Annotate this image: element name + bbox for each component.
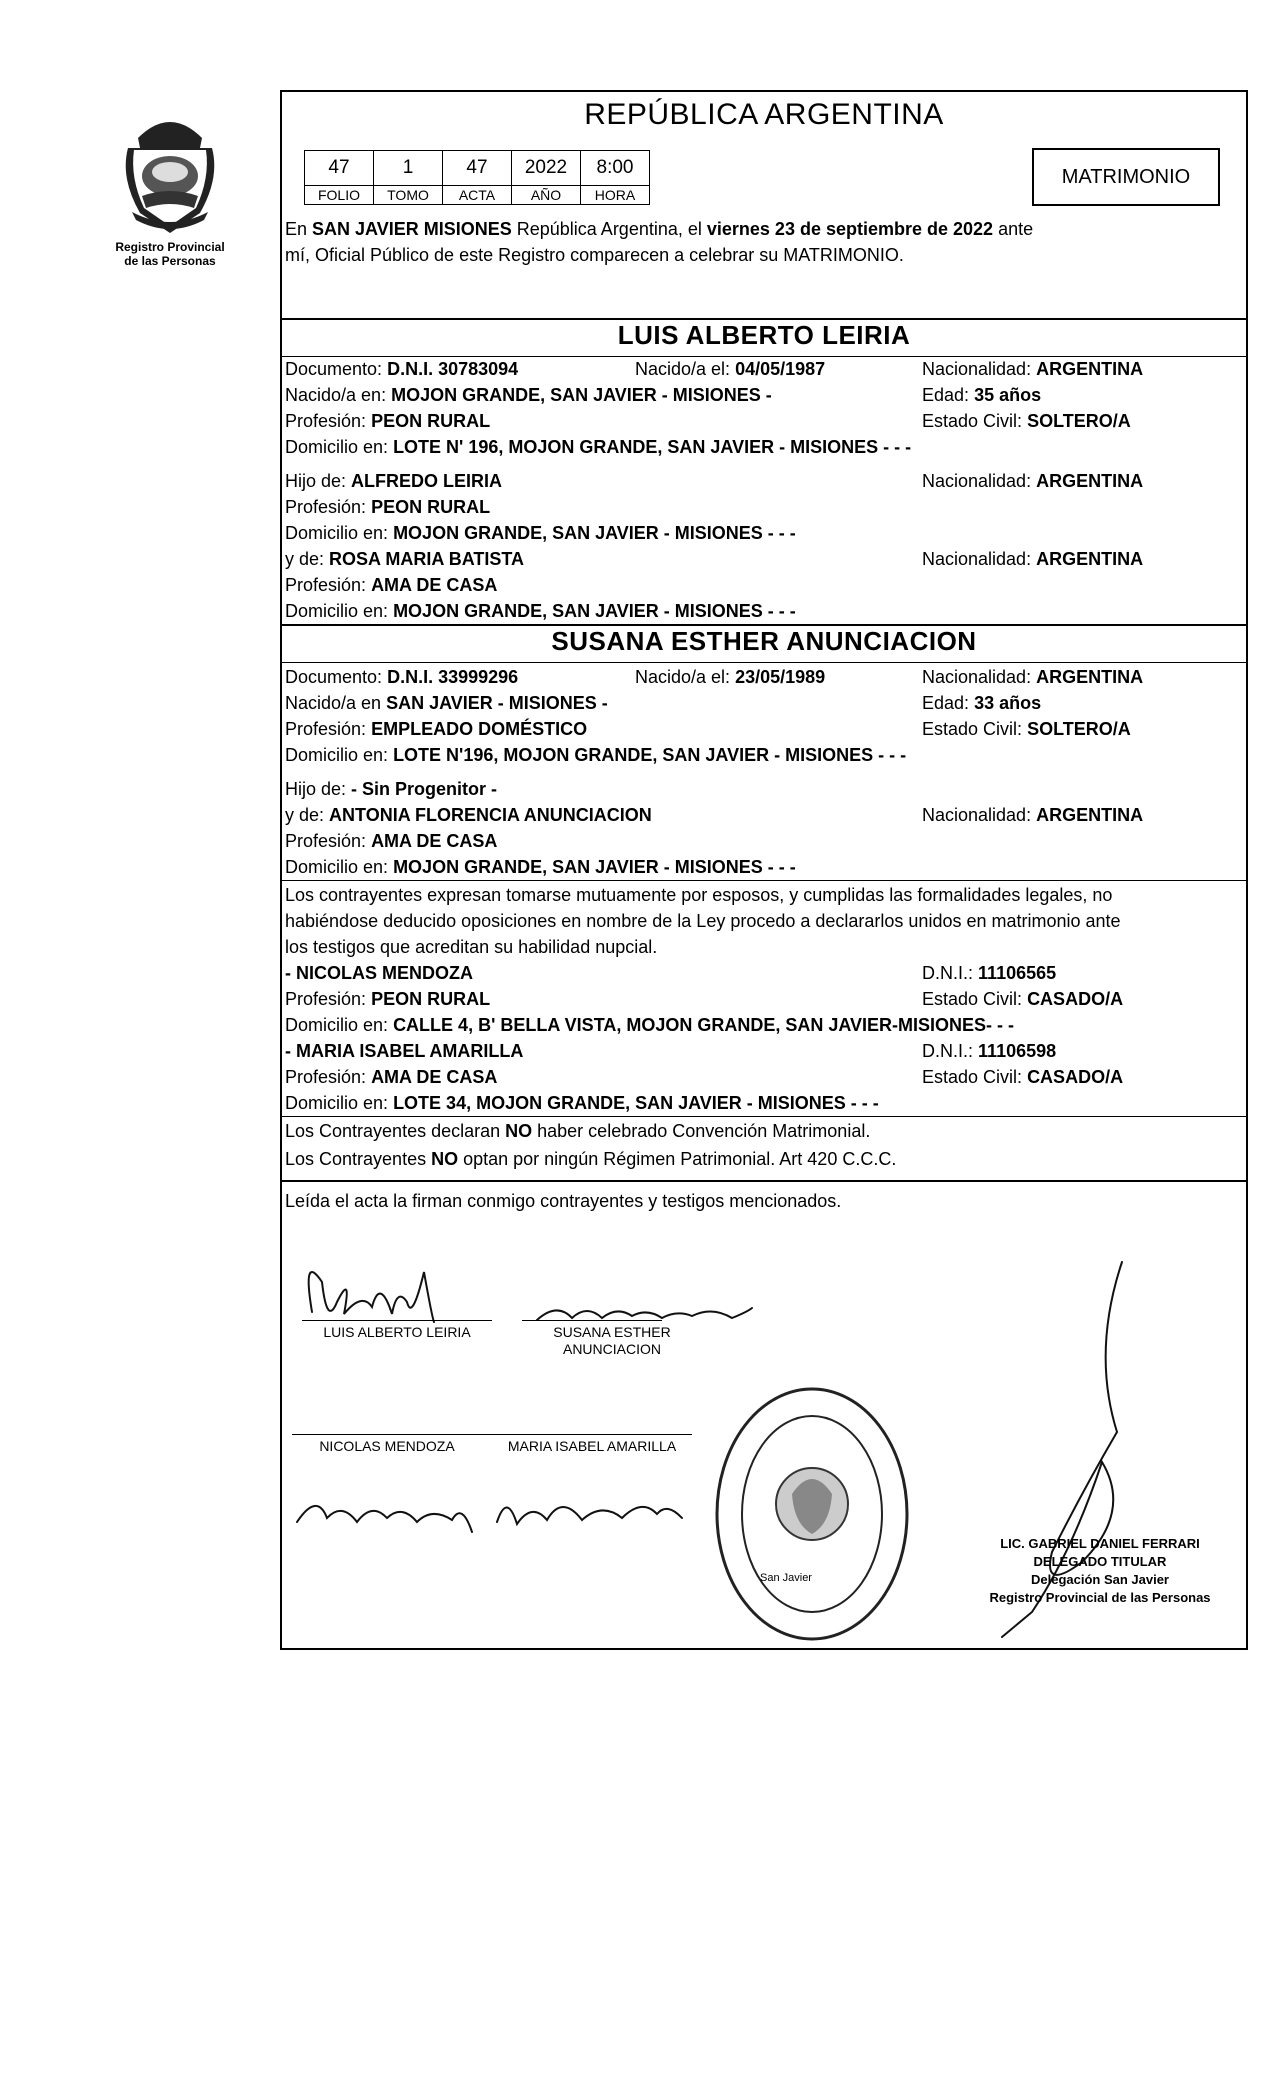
registry-stamp	[712, 1384, 912, 1644]
hora-value: 8:00	[581, 151, 650, 186]
groom-mother: y de: ROSA MARIA BATISTA Nacionalidad: ARGENTINA	[285, 549, 1144, 569]
bride-father: Hijo de: - Sin Progenitor -	[285, 779, 498, 799]
intro-line-1: En SAN JAVIER MISIONES República Argentina, el viernes 23 de septiembre de 2022 ante	[285, 219, 1034, 239]
act-type-box: MATRIMONIO	[1032, 148, 1220, 206]
act-frame	[280, 90, 1248, 1650]
anio-label: AÑO	[512, 186, 581, 205]
bride-row-prof: Profesión: EMPLEADO DOMÉSTICO Estado Civil: SOLTERO/A	[285, 719, 1131, 739]
groom-signature	[309, 1272, 434, 1322]
witness-1-name: - NICOLAS MENDOZA D.N.I.: 11106565	[285, 963, 1057, 983]
groom-mother-prof: Profesión: AMA DE CASA	[285, 575, 498, 595]
folio-value: 47	[305, 151, 374, 186]
official-title: DELEGADO TITULAR	[1033, 1554, 1167, 1569]
bride-row-doc: Documento: D.N.I. 33999296 Nacido/a el: 23/05/1989 Nacionalidad: ARGENTINA	[285, 667, 1144, 687]
groom-father: Hijo de: ALFREDO LEIRIA Nacionalidad: ARGENTINA	[285, 471, 1144, 491]
province-seal-icon	[120, 108, 220, 238]
document-title: REPÚBLICA ARGENTINA	[584, 98, 944, 131]
registry-logo	[100, 108, 240, 268]
groom-row-prof: Profesión: PEON RURAL Estado Civil: SOLTERO/A	[285, 411, 1131, 431]
official-name: LIC. GABRIEL DANIEL FERRARI	[1000, 1536, 1200, 1551]
bride-mother: y de: ANTONIA FLORENCIA ANUNCIACION Nacionalidad: ARGENTINA	[285, 805, 1144, 825]
witness-2-signature	[497, 1507, 682, 1524]
witness-2-prof: Profesión: AMA DE CASA Estado Civil: CASADO/A	[285, 1067, 1124, 1087]
sig-witness-2-label: MARIA ISABEL AMARILLA	[507, 1438, 677, 1454]
stamp-center-text: San Javier	[760, 1572, 812, 1584]
bride-row-birthplace: Nacido/a en SAN JAVIER - MISIONES - Edad: 33 años	[285, 693, 1042, 713]
convention-line-2: Los Contrayentes NO optan por ningún Régimen Patrimonial. Art 420 C.C.C.	[285, 1149, 897, 1169]
logo-line-1: Registro Provincial	[115, 240, 225, 254]
logo-line-2: de las Personas	[124, 254, 216, 268]
declaration-line-3: los testigos que acreditan su habilidad nupcial.	[285, 937, 658, 957]
anio-value: 2022	[512, 151, 581, 186]
hora-label: HORA	[581, 186, 650, 205]
sig-bride-label-2: ANUNCIACION	[562, 1341, 661, 1357]
groom-mother-dom: Domicilio en: MOJON GRANDE, SAN JAVIER - MISIONES - - -	[285, 601, 796, 621]
sig-groom-label: LUIS ALBERTO LEIRIA	[323, 1324, 471, 1340]
groom-father-dom: Domicilio en: MOJON GRANDE, SAN JAVIER - MISIONES - - -	[285, 523, 796, 543]
official-registry: Registro Provincial de las Personas	[989, 1590, 1211, 1605]
bride-signature	[537, 1308, 752, 1320]
closing-text: Leída el acta la firman conmigo contrayentes y testigos mencionados.	[285, 1191, 842, 1211]
tomo-label: TOMO	[374, 186, 443, 205]
declaration-line-1: Los contrayentes expresan tomarse mutuamente por esposos, y cumplidas las formalidades legales, no	[285, 885, 1113, 905]
sig-witness-1-label: NICOLAS MENDOZA	[319, 1438, 455, 1454]
acta-value: 47	[443, 151, 512, 186]
bride-name: SUSANA ESTHER ANUNCIACION	[551, 626, 977, 656]
groom-row-dom: Domicilio en: LOTE N' 196, MOJON GRANDE, SAN JAVIER - MISIONES - - -	[285, 437, 912, 457]
acta-label: ACTA	[443, 186, 512, 205]
groom-row-birthplace: Nacido/a en: MOJON GRANDE, SAN JAVIER - MISIONES - Edad: 35 años	[285, 385, 1042, 405]
groom-name: LUIS ALBERTO LEIRIA	[617, 320, 911, 350]
witness-1-prof: Profesión: PEON RURAL Estado Civil: CASADO/A	[285, 989, 1124, 1009]
groom-father-prof: Profesión: PEON RURAL	[285, 497, 491, 517]
bride-mother-dom: Domicilio en: MOJON GRANDE, SAN JAVIER - MISIONES - - -	[285, 857, 796, 877]
folio-label: FOLIO	[305, 186, 374, 205]
witness-2-dom: Domicilio en: LOTE 34, MOJON GRANDE, SAN JAVIER - MISIONES - - -	[285, 1093, 879, 1113]
witness-2-name: - MARIA ISABEL AMARILLA D.N.I.: 11106598	[285, 1041, 1057, 1061]
sig-bride-label-1: SUSANA ESTHER	[553, 1324, 671, 1340]
tomo-value: 1	[374, 151, 443, 186]
convention-line-1: Los Contrayentes declaran NO haber celebrado Convención Matrimonial.	[285, 1121, 871, 1141]
witness-1-dom: Domicilio en: CALLE 4, B' BELLA VISTA, MOJON GRANDE, SAN JAVIER-MISIONES- - -	[285, 1015, 1015, 1035]
groom-row-doc: Documento: D.N.I. 30783094 Nacido/a el: 04/05/1987 Nacionalidad: ARGENTINA	[285, 359, 1144, 379]
official-office: Delegación San Javier	[1030, 1572, 1169, 1587]
bride-mother-prof: Profesión: AMA DE CASA	[285, 831, 498, 851]
bride-row-dom: Domicilio en: LOTE N'196, MOJON GRANDE, SAN JAVIER - MISIONES - - -	[285, 745, 907, 765]
witness-1-signature	[297, 1506, 472, 1532]
registry-data-table	[304, 150, 650, 205]
declaration-line-2: habiéndose deducido oposiciones en nombre de la Ley procedo a declararlos unidos en matrimonio ante	[285, 911, 1121, 931]
intro-line-2: mí, Oficial Público de este Registro comparecen a celebrar su MATRIMONIO.	[285, 245, 904, 265]
